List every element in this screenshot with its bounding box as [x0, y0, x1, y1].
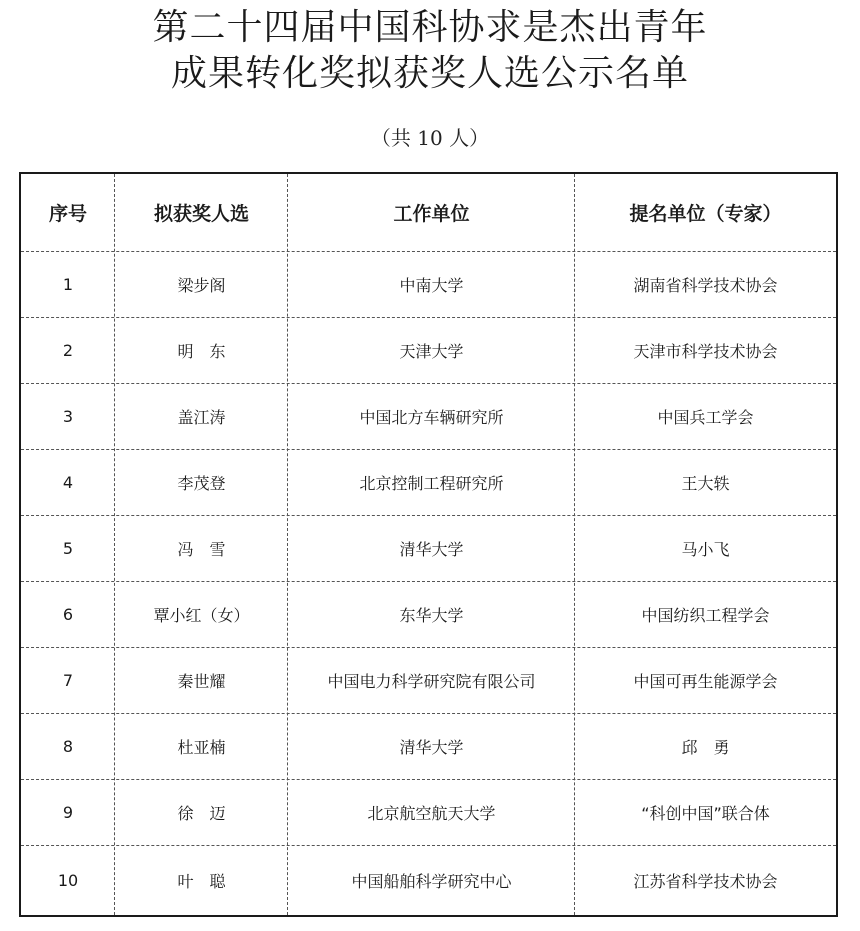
header-nominee: 拟获奖人选: [153, 203, 249, 225]
cell-nominee: 杜亚楠: [177, 738, 226, 757]
cell-work-unit: 中南大学: [399, 276, 464, 295]
cell-work-unit: 北京航空航天大学: [367, 804, 496, 823]
cell-serial-number: 1: [62, 275, 74, 294]
cell-nominating-unit: 江苏省科学技术协会: [633, 872, 778, 891]
cell-nominee: 明 东: [177, 342, 226, 361]
table-row: [21, 714, 836, 780]
cell-serial-number: 7: [62, 671, 74, 690]
table-header-row: [21, 174, 836, 252]
cell-serial-number: 5: [62, 539, 74, 558]
table-row: [21, 846, 836, 915]
cell-nominee: 覃小红（女）: [153, 606, 250, 625]
cell-nominee: 徐 迈: [177, 804, 226, 823]
cell-nominating-unit: 湖南省科学技术协会: [633, 276, 778, 295]
cell-work-unit: 清华大学: [399, 738, 464, 757]
cell-serial-number: 8: [62, 737, 74, 756]
cell-nominee: 叶 聪: [177, 872, 226, 891]
table-row: [21, 384, 836, 450]
nominee-table: [19, 172, 838, 917]
table-row: [21, 252, 836, 318]
cell-nominating-unit: 邱 勇: [681, 738, 730, 757]
document-title-line-2: 成果转化奖拟获奖人选公示名单: [170, 53, 689, 94]
cell-serial-number: 10: [57, 871, 79, 890]
cell-work-unit: 清华大学: [399, 540, 464, 559]
table-row: [21, 648, 836, 714]
cell-serial-number: 4: [62, 473, 74, 492]
header-nominating-unit: 提名单位（专家）: [629, 203, 782, 225]
cell-work-unit: 北京控制工程研究所: [359, 474, 504, 493]
cell-work-unit: 中国北方车辆研究所: [359, 408, 504, 427]
table-row: [21, 318, 836, 384]
document-title-line-1: 第二十四届中国科协求是杰出青年: [152, 7, 708, 48]
cell-nominating-unit: 王大轶: [681, 474, 730, 493]
header-serial-number: 序号: [48, 203, 87, 225]
cell-nominating-unit: 中国兵工学会: [657, 408, 754, 427]
table-row: [21, 516, 836, 582]
cell-serial-number: 9: [62, 803, 74, 822]
cell-work-unit: 天津大学: [399, 342, 464, 361]
cell-nominating-unit: 天津市科学技术协会: [633, 342, 778, 361]
cell-nominating-unit: “科创中国”联合体: [641, 804, 770, 823]
cell-nominee: 秦世耀: [177, 672, 226, 691]
table-row: [21, 450, 836, 516]
cell-work-unit: 中国船舶科学研究中心: [351, 872, 512, 891]
cell-nominee: 梁步阁: [177, 276, 226, 295]
cell-nominee: 冯 雪: [177, 540, 226, 559]
cell-nominee: 李茂登: [177, 474, 226, 493]
cell-serial-number: 3: [62, 407, 74, 426]
header-work-unit: 工作单位: [393, 203, 470, 225]
cell-work-unit: 中国电力科学研究院有限公司: [327, 672, 536, 691]
cell-serial-number: 2: [62, 341, 74, 360]
table-row: [21, 780, 836, 846]
table-row: [21, 582, 836, 648]
cell-nominating-unit: 中国纺织工程学会: [641, 606, 770, 625]
cell-nominee: 盖江涛: [177, 408, 226, 427]
cell-serial-number: 6: [62, 605, 74, 624]
total-count-note: （共 10 人）: [370, 126, 490, 150]
cell-work-unit: 东华大学: [399, 606, 464, 625]
cell-nominating-unit: 中国可再生能源学会: [633, 672, 778, 691]
cell-nominating-unit: 马小飞: [681, 540, 730, 559]
